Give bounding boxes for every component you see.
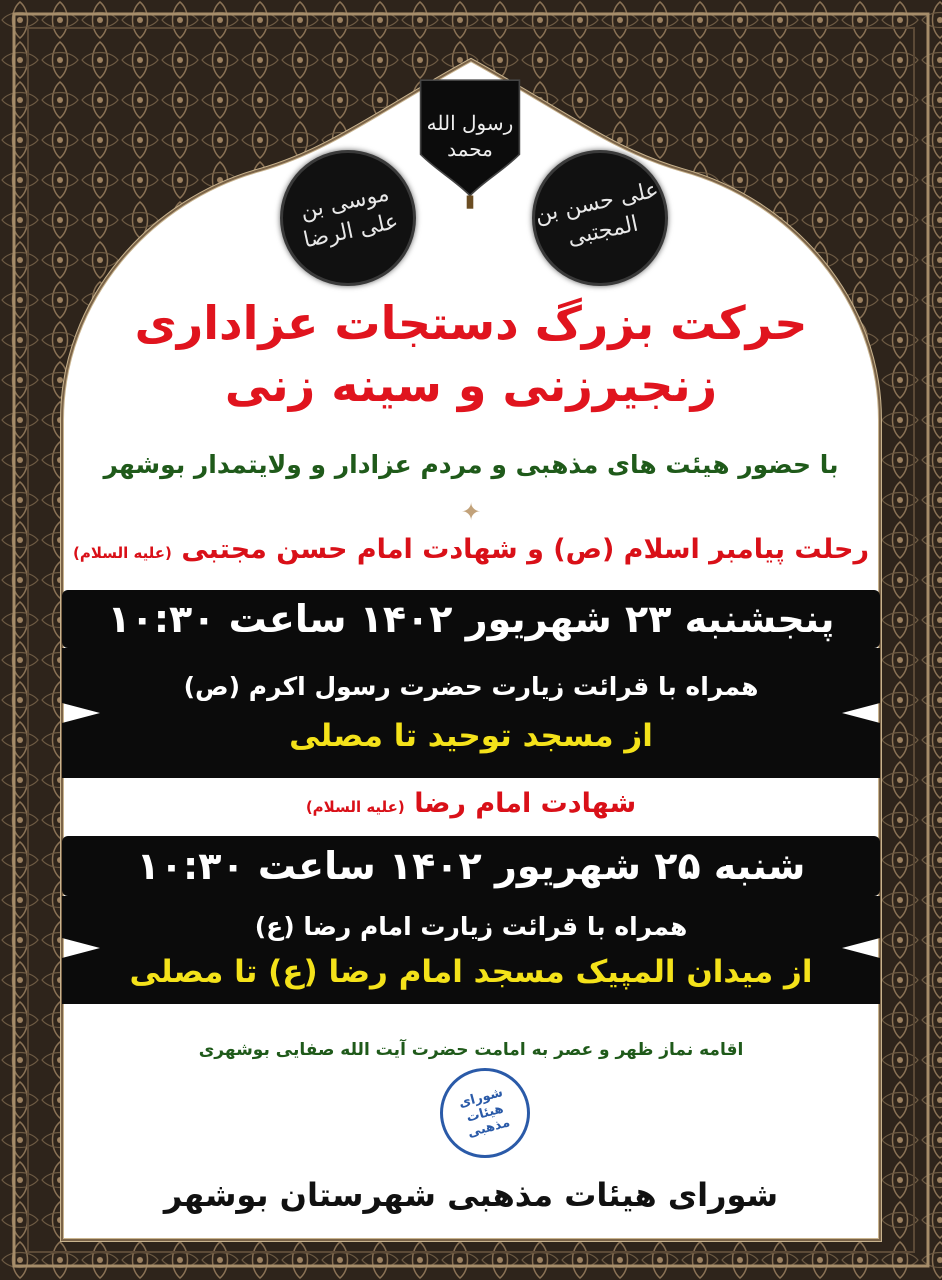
right-medallion bbox=[532, 150, 668, 286]
event1-heading-text: رحلت پیامبر اسلام (ص) و شهادت امام حسن مجتبی bbox=[181, 534, 870, 565]
event2-honorific: (علیه السلام) bbox=[305, 798, 405, 816]
event1-detail: همراه با قرائت زیارت حضرت رسول اکرم (ص) bbox=[183, 672, 759, 701]
event2-detail: همراه با قرائت زیارت امام رضا (ع) bbox=[254, 912, 688, 941]
council-seal-text: شورای هیئات مذهبی bbox=[457, 1084, 512, 1141]
right-medallion-label: علی حسن بن المجتبی bbox=[532, 177, 661, 251]
subtitle: با حضور هیئت های مذهبی و مردم عزادار و ولایتمدار بوشهر bbox=[103, 450, 839, 479]
event2-details-box bbox=[62, 896, 880, 1004]
center-flag-label: رسول الله محمد bbox=[426, 111, 514, 161]
event1-heading bbox=[0, 534, 942, 565]
event1-honorific: (علیه السلام) bbox=[72, 544, 172, 562]
organization-name: شورای هیئات مذهبی شهرستان بوشهر bbox=[163, 1176, 779, 1214]
event2-route: از میدان المپیک مسجد امام رضا (ع) تا مصلی bbox=[129, 954, 813, 990]
headline-line-2: زنجیرزنی و سینه زنی bbox=[224, 358, 718, 412]
event1-date: پنجشنبه ۲۳ شهریور ۱۴۰۲ ساعت ۱۰:۳۰ bbox=[62, 590, 880, 648]
event1-route: از مسجد توحید تا مصلی bbox=[289, 718, 653, 754]
event1-details-box bbox=[62, 648, 880, 778]
prayer-note: اقامه نماز ظهر و عصر به امامت حضرت آیت الله صفایی بوشهری bbox=[198, 1040, 744, 1060]
headline-line-1: حرکت بزرگ دستجات عزاداری bbox=[134, 296, 808, 350]
event2-heading-text: شهادت امام رضا bbox=[414, 788, 637, 819]
left-medallion bbox=[280, 150, 416, 286]
left-medallion-label: موسی بن علی الرضا bbox=[298, 181, 401, 254]
event1-details-bg bbox=[62, 648, 880, 778]
star-ornament-icon: ✦ bbox=[460, 498, 482, 526]
event2-date: شنبه ۲۵ شهریور ۱۴۰۲ ساعت ۱۰:۳۰ bbox=[62, 836, 880, 896]
center-flag-text bbox=[410, 110, 530, 162]
council-seal-logo bbox=[440, 1068, 530, 1158]
event2-heading bbox=[0, 788, 942, 819]
